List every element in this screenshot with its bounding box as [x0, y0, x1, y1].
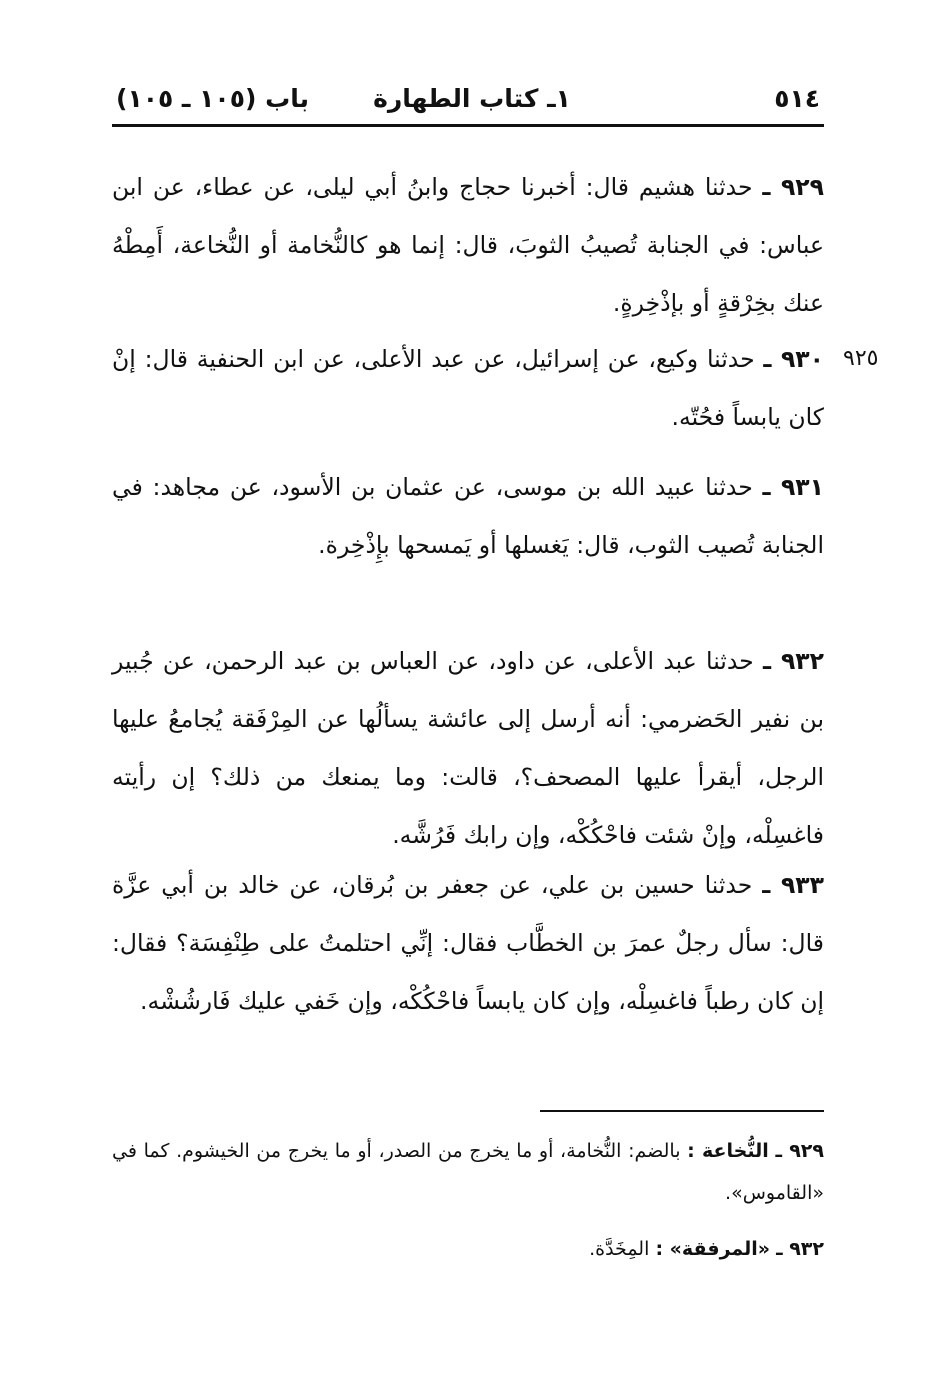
hadith-number: ٩٣٢ ـ: [762, 647, 824, 675]
footnote-929: [112, 1130, 824, 1214]
footnote-932: [112, 1228, 824, 1270]
chapter-heading: باب (١٠٥ ـ ١٠٥): [116, 84, 309, 113]
hadith-number: ٩٣٣ ـ: [762, 871, 824, 899]
footnote-term: النُّخاعة :: [687, 1140, 769, 1162]
book-title: ١ـ كتاب الطهارة: [373, 84, 571, 113]
footnote-number: ٩٣٢ ـ: [776, 1238, 824, 1260]
margin-reference-number: ٩٢٥: [843, 346, 879, 371]
hadith-text: حدثنا حسين بن علي، عن جعفر بن بُرقان، عن خالد بن أبي عزَّة قال: سأل رجلٌ عمرَ بن الخطَّاب فقال: إنِّي احتلمتُ على طِنْفِسَة؟ فقال: إن كان رطباً فاغسِلْه، وإن كان يابساً فاحْكُكْه، وإن خَفي عليك فَارشُشْه.: [112, 871, 824, 1015]
hadith-929: [112, 158, 824, 332]
hadith-number: ٩٣٠ ـ: [763, 345, 824, 373]
hadith-text: حدثنا وكيع، عن إسرائيل، عن عبد الأعلى، عن ابن الحنفية قال: إنْ كان يابساً فحُتّه.: [112, 345, 824, 431]
hadith-text: حدثنا هشيم قال: أخبرنا حجاج وابنُ أبي ليلى، عن عطاء، عن ابن عباس: في الجنابة تُصيبُ الثوبَ، قال: إنما هو كالنُّخامة أو النُّخاعة، أَمِطْهُ عنك بخِرْقةٍ أو بإذْخِرةٍ.: [112, 173, 824, 317]
hadith-930: [112, 330, 824, 446]
hadith-text: حدثنا عبد الأعلى، عن داود، عن العباس بن عبد الرحمن، عن جُبير بن نفير الحَضرمي: أنه أرسل إلى عائشة يسألُها عن المِرْفَقة يُجامعُ عليها الرجل، أيقرأ عليها المصحف؟، قالت: وما يمنعك من ذلك؟ إن رأيته فاغسِلْه، وإنْ شئت فاحْكُكْه، وإن رابك فَرُشَّه.: [112, 647, 824, 849]
hadith-933: [112, 856, 824, 1030]
hadith-text: حدثنا عبيد الله بن موسى، عن عثمان بن الأسود، عن مجاهد: في الجنابة تُصيب الثوب، قال: يَغسلها أو يَمسحها بإِذْخِرة.: [112, 473, 824, 559]
hadith-931: [112, 458, 824, 574]
hadith-number: ٩٣١ ـ: [762, 473, 824, 501]
page-number: ٥١٤: [774, 84, 820, 113]
header-divider: [112, 124, 824, 127]
footnote-number: ٩٢٩ ـ: [775, 1140, 824, 1162]
footnote-text: المِخَدَّة.: [589, 1238, 650, 1260]
page-header: [112, 84, 824, 128]
footnote-term: «المرفقة» :: [655, 1238, 771, 1260]
hadith-932: [112, 632, 824, 864]
hadith-number: ٩٢٩ ـ: [762, 173, 824, 201]
footnote-divider: [540, 1110, 824, 1112]
footnote-text: بالضم: النُّخامة، أو ما يخرج من الصدر، أو ما يخرج من الخيشوم. كما في «القاموس».: [112, 1140, 824, 1204]
